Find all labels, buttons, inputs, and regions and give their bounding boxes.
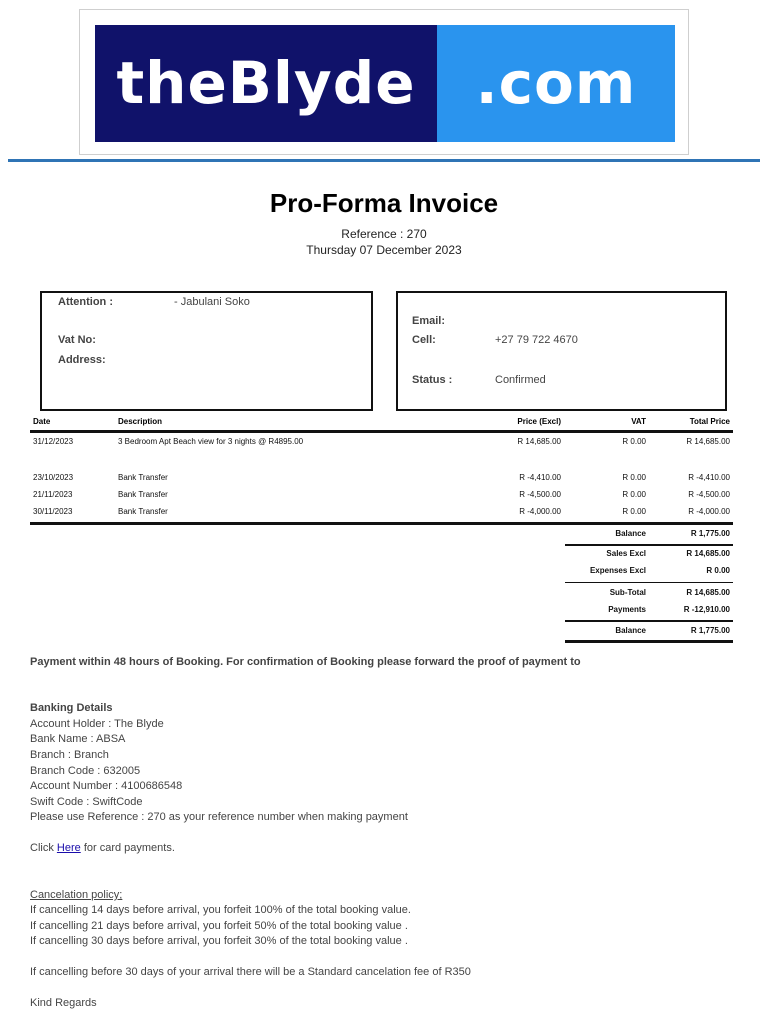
account-holder: Account Holder : The Blyde [30, 718, 164, 730]
status-label: Status : [412, 374, 453, 386]
summary-balance-label: Balance [615, 626, 646, 635]
client-details-box [40, 291, 373, 411]
bank-name: Bank Name : ABSA [30, 733, 126, 745]
col-header-vat: VAT [631, 417, 646, 426]
table-row-vat: R 0.00 [622, 473, 646, 482]
cancel-policy-21: If cancelling 21 days before arrival, you forfeit 50% of the total booking value . [30, 920, 408, 932]
payment-note: Payment within 48 hours of Booking. For confirmation of Booking please forward the proof of payment to [30, 656, 581, 668]
table-row-vat: R 0.00 [622, 490, 646, 499]
table-row-date: 23/10/2023 [33, 473, 74, 482]
summary-rule [565, 620, 733, 622]
click-suffix: for card payments. [83, 842, 175, 854]
table-row-description: Bank Transfer [118, 490, 168, 499]
table-row-total: R -4,500.00 [688, 490, 730, 499]
summary-balance-label: Balance [615, 529, 646, 538]
logo-text-theblyde: theBlyde [116, 49, 416, 117]
reference-note: Please use Reference : 270 as your reference number when making payment [30, 811, 408, 823]
summary-rule [565, 544, 733, 546]
cancel-policy-14: If cancelling 14 days before arrival, you forfeit 100% of the total booking value. [30, 904, 411, 916]
branch-code: Branch Code : 632005 [30, 765, 141, 777]
col-header-description: Description [118, 417, 163, 426]
vat-label: Vat No: [58, 334, 96, 346]
table-row-description: Bank Transfer [118, 507, 168, 516]
logo-text-dotcom: .com [475, 49, 637, 117]
table-row-date: 30/11/2023 [33, 507, 73, 516]
attention-label: Attention : [58, 296, 113, 308]
summary-expenses-label: Expenses Excl [589, 566, 646, 575]
summary-balance-value: R 1,775.00 [690, 529, 730, 538]
summary-final-rule [565, 640, 733, 643]
table-row-vat: R 0.00 [622, 437, 646, 446]
table-row-price: R -4,410.00 [519, 473, 561, 482]
attention-value: - Jabulani Soko [174, 296, 250, 308]
page-title: Pro-Forma Invoice [269, 188, 499, 218]
col-header-price: Price (Excl) [517, 417, 561, 426]
table-row-price: R 14,685.00 [517, 437, 561, 446]
table-row-date: 31/12/2023 [33, 437, 74, 446]
table-row-price: R -4,000.00 [519, 507, 561, 516]
summary-payments-label: Payments [608, 605, 646, 614]
contact-details-box [396, 291, 727, 411]
swift-code: Swift Code : SwiftCode [30, 796, 143, 808]
summary-payments-value: R -12,910.00 [683, 605, 730, 614]
col-header-total: Total Price [689, 417, 730, 426]
kind-regards: Kind Regards [30, 997, 97, 1009]
card-payment-link[interactable]: Here [56, 842, 81, 854]
reference-line: Reference : 270 [341, 227, 427, 241]
account-number: Account Number : 4100686548 [30, 780, 183, 792]
table-row-total: R 14,685.00 [686, 437, 730, 446]
table-row-price: R -4,500.00 [519, 490, 561, 499]
col-header-date: Date [33, 417, 51, 426]
summary-subtotal-label: Sub-Total [609, 588, 646, 597]
branch: Branch : Branch [30, 749, 109, 761]
cell-label: Cell: [412, 334, 436, 346]
summary-subtotal-value: R 14,685.00 [686, 588, 730, 597]
table-row-date: 21/11/2023 [33, 490, 73, 499]
click-prefix: Click [30, 842, 54, 854]
summary-sales-label: Sales Excl [606, 549, 646, 558]
address-label: Address: [58, 354, 106, 366]
invoice-date: Thursday 07 December 2023 [306, 243, 462, 257]
banking-details-title: Banking Details [30, 702, 113, 714]
summary-balance-value: R 1,775.00 [690, 626, 730, 635]
cancel-policy-30: If cancelling 30 days before arrival, you forfeit 30% of the total booking value . [30, 935, 408, 947]
table-row-description: 3 Bedroom Apt Beach view for 3 nights @ R4895.00 [118, 437, 304, 446]
table-row-total: R -4,000.00 [688, 507, 730, 516]
cancelation-policy-title: Cancelation policy; [30, 889, 123, 901]
table-row-total: R -4,410.00 [688, 473, 730, 482]
cancel-fee-note: If cancelling before 30 days of your arrival there will be a Standard cancelation fee of R350 [30, 966, 471, 978]
cell-value: +27 79 722 4670 [495, 334, 578, 346]
card-payment-line [30, 842, 175, 854]
summary-sales-value: R 14,685.00 [686, 549, 730, 558]
table-row-vat: R 0.00 [622, 507, 646, 516]
table-row-description: Bank Transfer [118, 473, 168, 482]
email-label: Email: [412, 315, 446, 327]
header-divider [8, 159, 760, 162]
status-value: Confirmed [495, 374, 546, 386]
summary-expenses-value: R 0.00 [706, 566, 730, 575]
table-header-rule [30, 430, 733, 433]
table-bottom-rule [30, 522, 733, 525]
summary-rule [565, 582, 733, 583]
